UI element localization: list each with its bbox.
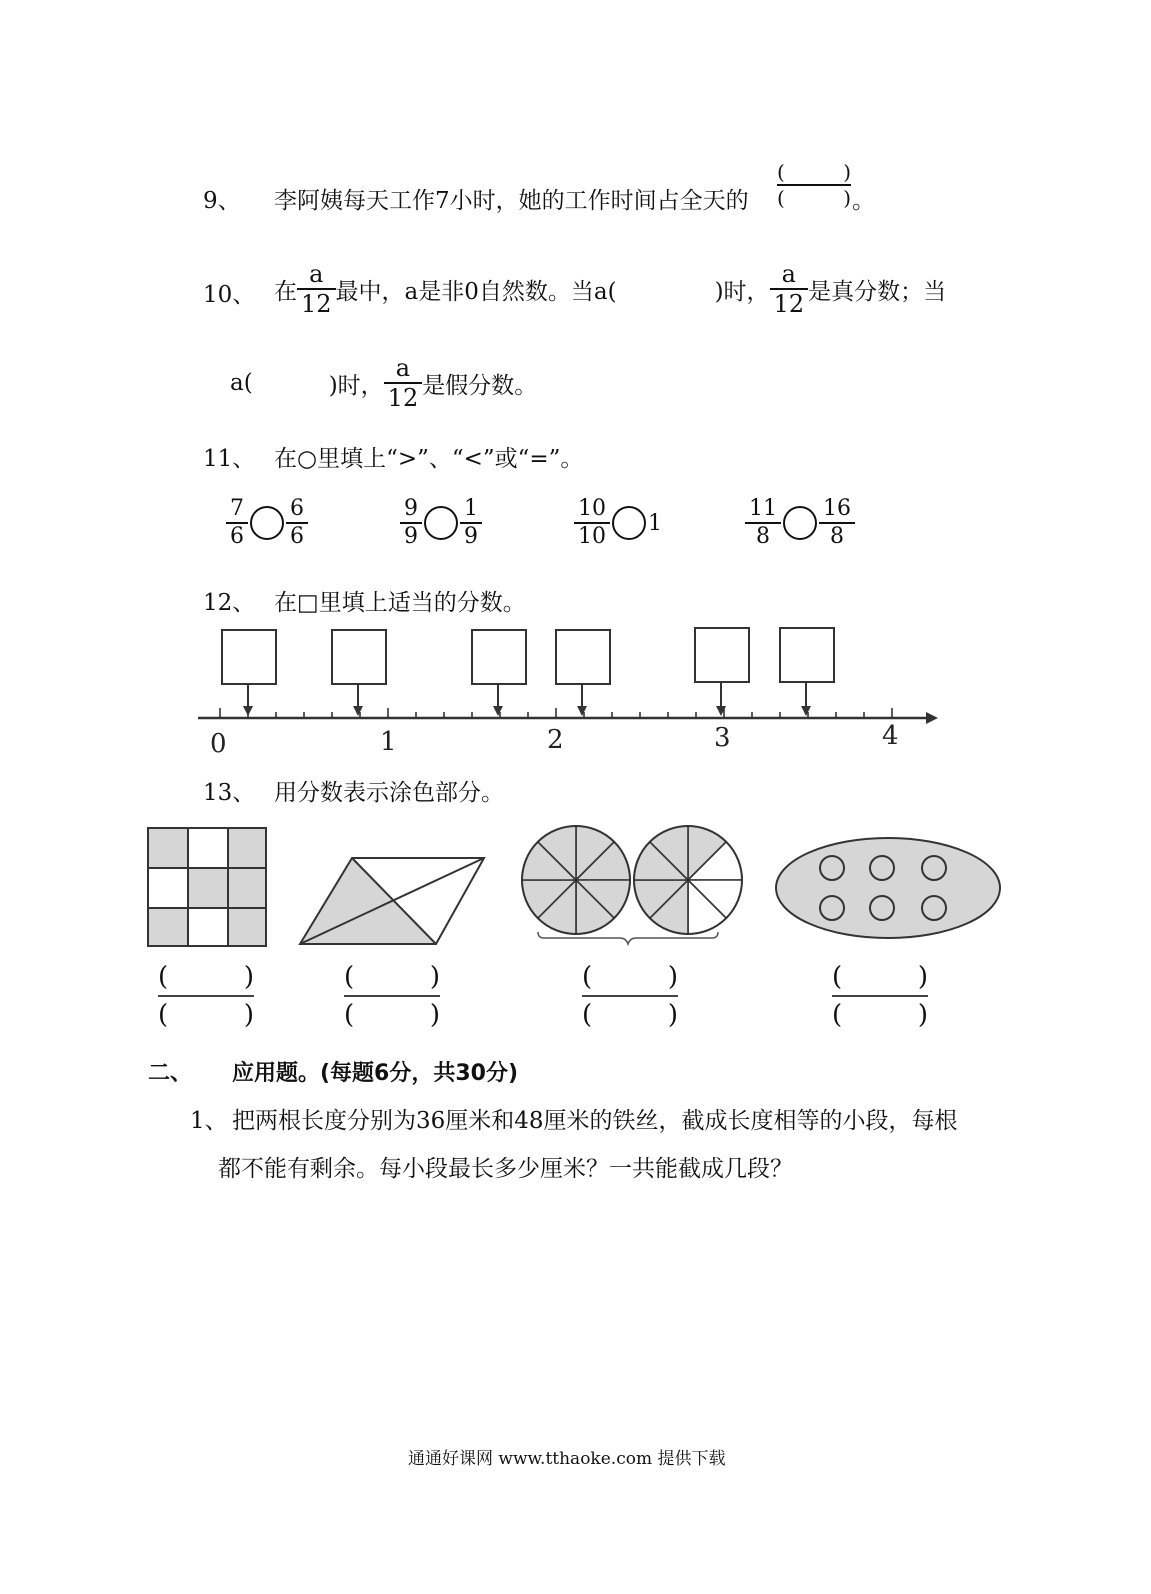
q12-number: 12、 <box>203 590 256 616</box>
p1-line2: 都不能有剩余。每小段最长多少厘米？一共能截成几段？ <box>218 1156 793 1182</box>
frac-denominator: 8 <box>756 524 770 549</box>
frac-denominator: 12 <box>301 290 332 318</box>
p1-number: 1、 <box>190 1108 228 1134</box>
tick-label: 1 <box>380 727 397 757</box>
q10-line2-a: a( <box>230 370 253 396</box>
answer-fraction-3[interactable]: ( ) ( ) <box>582 962 678 1030</box>
grid-square-figure <box>148 828 266 946</box>
frac-denominator: 12 <box>387 384 419 412</box>
q13-text: 用分数表示涂色部分。 <box>274 780 504 806</box>
q10-line2 <box>230 356 537 410</box>
q10-t4: 是真分数；当 <box>808 278 947 305</box>
frac-numerator: a <box>781 260 796 288</box>
q10-t3: )时， <box>714 278 770 305</box>
q10-fraction-3 <box>386 356 421 410</box>
tick-label: 0 <box>210 729 227 759</box>
answer-box[interactable] <box>332 630 386 684</box>
answer-fraction-4[interactable]: ( ) ( ) <box>832 962 928 1030</box>
compare-right-value: 1 <box>648 510 662 536</box>
frac-denominator: 10 <box>578 524 606 549</box>
frac-denominator: 8 <box>830 524 844 549</box>
footer-text: 通通好课网 www.tthaoke.com 提供下载 <box>408 1449 726 1469</box>
frac-numerator: 1 <box>464 496 478 521</box>
frac-denominator: 9 <box>404 524 418 549</box>
q10-fraction-2 <box>772 262 807 316</box>
shaded-figures <box>140 820 1010 950</box>
frac-denominator: 6 <box>290 524 304 549</box>
compare-circle[interactable] <box>250 506 284 540</box>
q10-line1 <box>274 262 946 316</box>
q13-number: 13、 <box>203 780 256 806</box>
q11-number: 11、 <box>203 446 256 472</box>
q10-number: 10、 <box>203 282 256 308</box>
compare-circle[interactable] <box>424 506 458 540</box>
frac-denominator: 6 <box>230 524 244 549</box>
axis-arrow-icon <box>926 712 938 724</box>
number-line-figure <box>190 620 950 760</box>
q9-number: 9、 <box>203 188 241 214</box>
tick-label: 3 <box>714 723 731 753</box>
q10-line2-c: 是假分数。 <box>422 372 538 399</box>
answer-box[interactable] <box>222 630 276 684</box>
answer-fraction-1[interactable]: ( ) ( ) <box>158 962 254 1030</box>
q9-answer-fraction[interactable]: ( ) ( ) <box>777 160 851 210</box>
tick-label: 4 <box>882 721 899 751</box>
frac-denominator: 9 <box>464 524 478 549</box>
q9-text: 李阿姨每天工作7小时，她的工作时间占全天的 <box>274 188 749 214</box>
frac-numerator: 6 <box>290 496 304 521</box>
q10-t2: 最中，a是非0自然数。当a( <box>335 278 617 305</box>
q11-item-1 <box>226 498 308 548</box>
frac-numerator: 16 <box>823 496 851 521</box>
frac-denominator: 12 <box>773 290 805 318</box>
p1-line1: 把两根长度分别为36厘米和48厘米的铁丝，截成长度相等的小段，每根 <box>232 1108 958 1134</box>
q10-line2-b: )时， <box>328 372 384 399</box>
parallelogram-figure <box>300 858 484 944</box>
compare-circle[interactable] <box>783 506 817 540</box>
section-title: 应用题。(每题6分，共30分) <box>232 1061 519 1086</box>
frac-numerator: a <box>309 260 324 288</box>
answer-box[interactable] <box>695 628 749 682</box>
q11-item-2 <box>400 498 482 548</box>
answer-box[interactable] <box>556 630 610 684</box>
answer-box[interactable] <box>780 628 834 682</box>
q11-item-4 <box>745 498 855 548</box>
ellipse-dots-figure <box>776 838 1000 938</box>
section-number: 二、 <box>148 1061 193 1086</box>
circle-figure-right <box>634 826 742 934</box>
compare-circle[interactable] <box>612 506 646 540</box>
frac-numerator: 10 <box>578 496 606 521</box>
frac-numerator: 7 <box>230 496 244 521</box>
q9-end: 。 <box>852 188 875 214</box>
q11-item-3 <box>574 498 662 548</box>
q11-text: 在○里填上“>”、“<”或“=”。 <box>274 446 584 472</box>
answer-box[interactable] <box>472 630 526 684</box>
q12-text: 在□里填上适当的分数。 <box>274 590 526 616</box>
tick-label: 2 <box>547 725 564 755</box>
q10-fraction-1 <box>299 262 334 316</box>
frac-numerator: 9 <box>404 496 418 521</box>
frac-numerator: a <box>395 354 411 382</box>
frac-numerator: 11 <box>749 496 777 521</box>
q10-t1: 在 <box>274 278 297 305</box>
answer-fraction-2[interactable]: ( ) ( ) <box>344 962 440 1030</box>
circle-figure-left <box>522 826 630 934</box>
